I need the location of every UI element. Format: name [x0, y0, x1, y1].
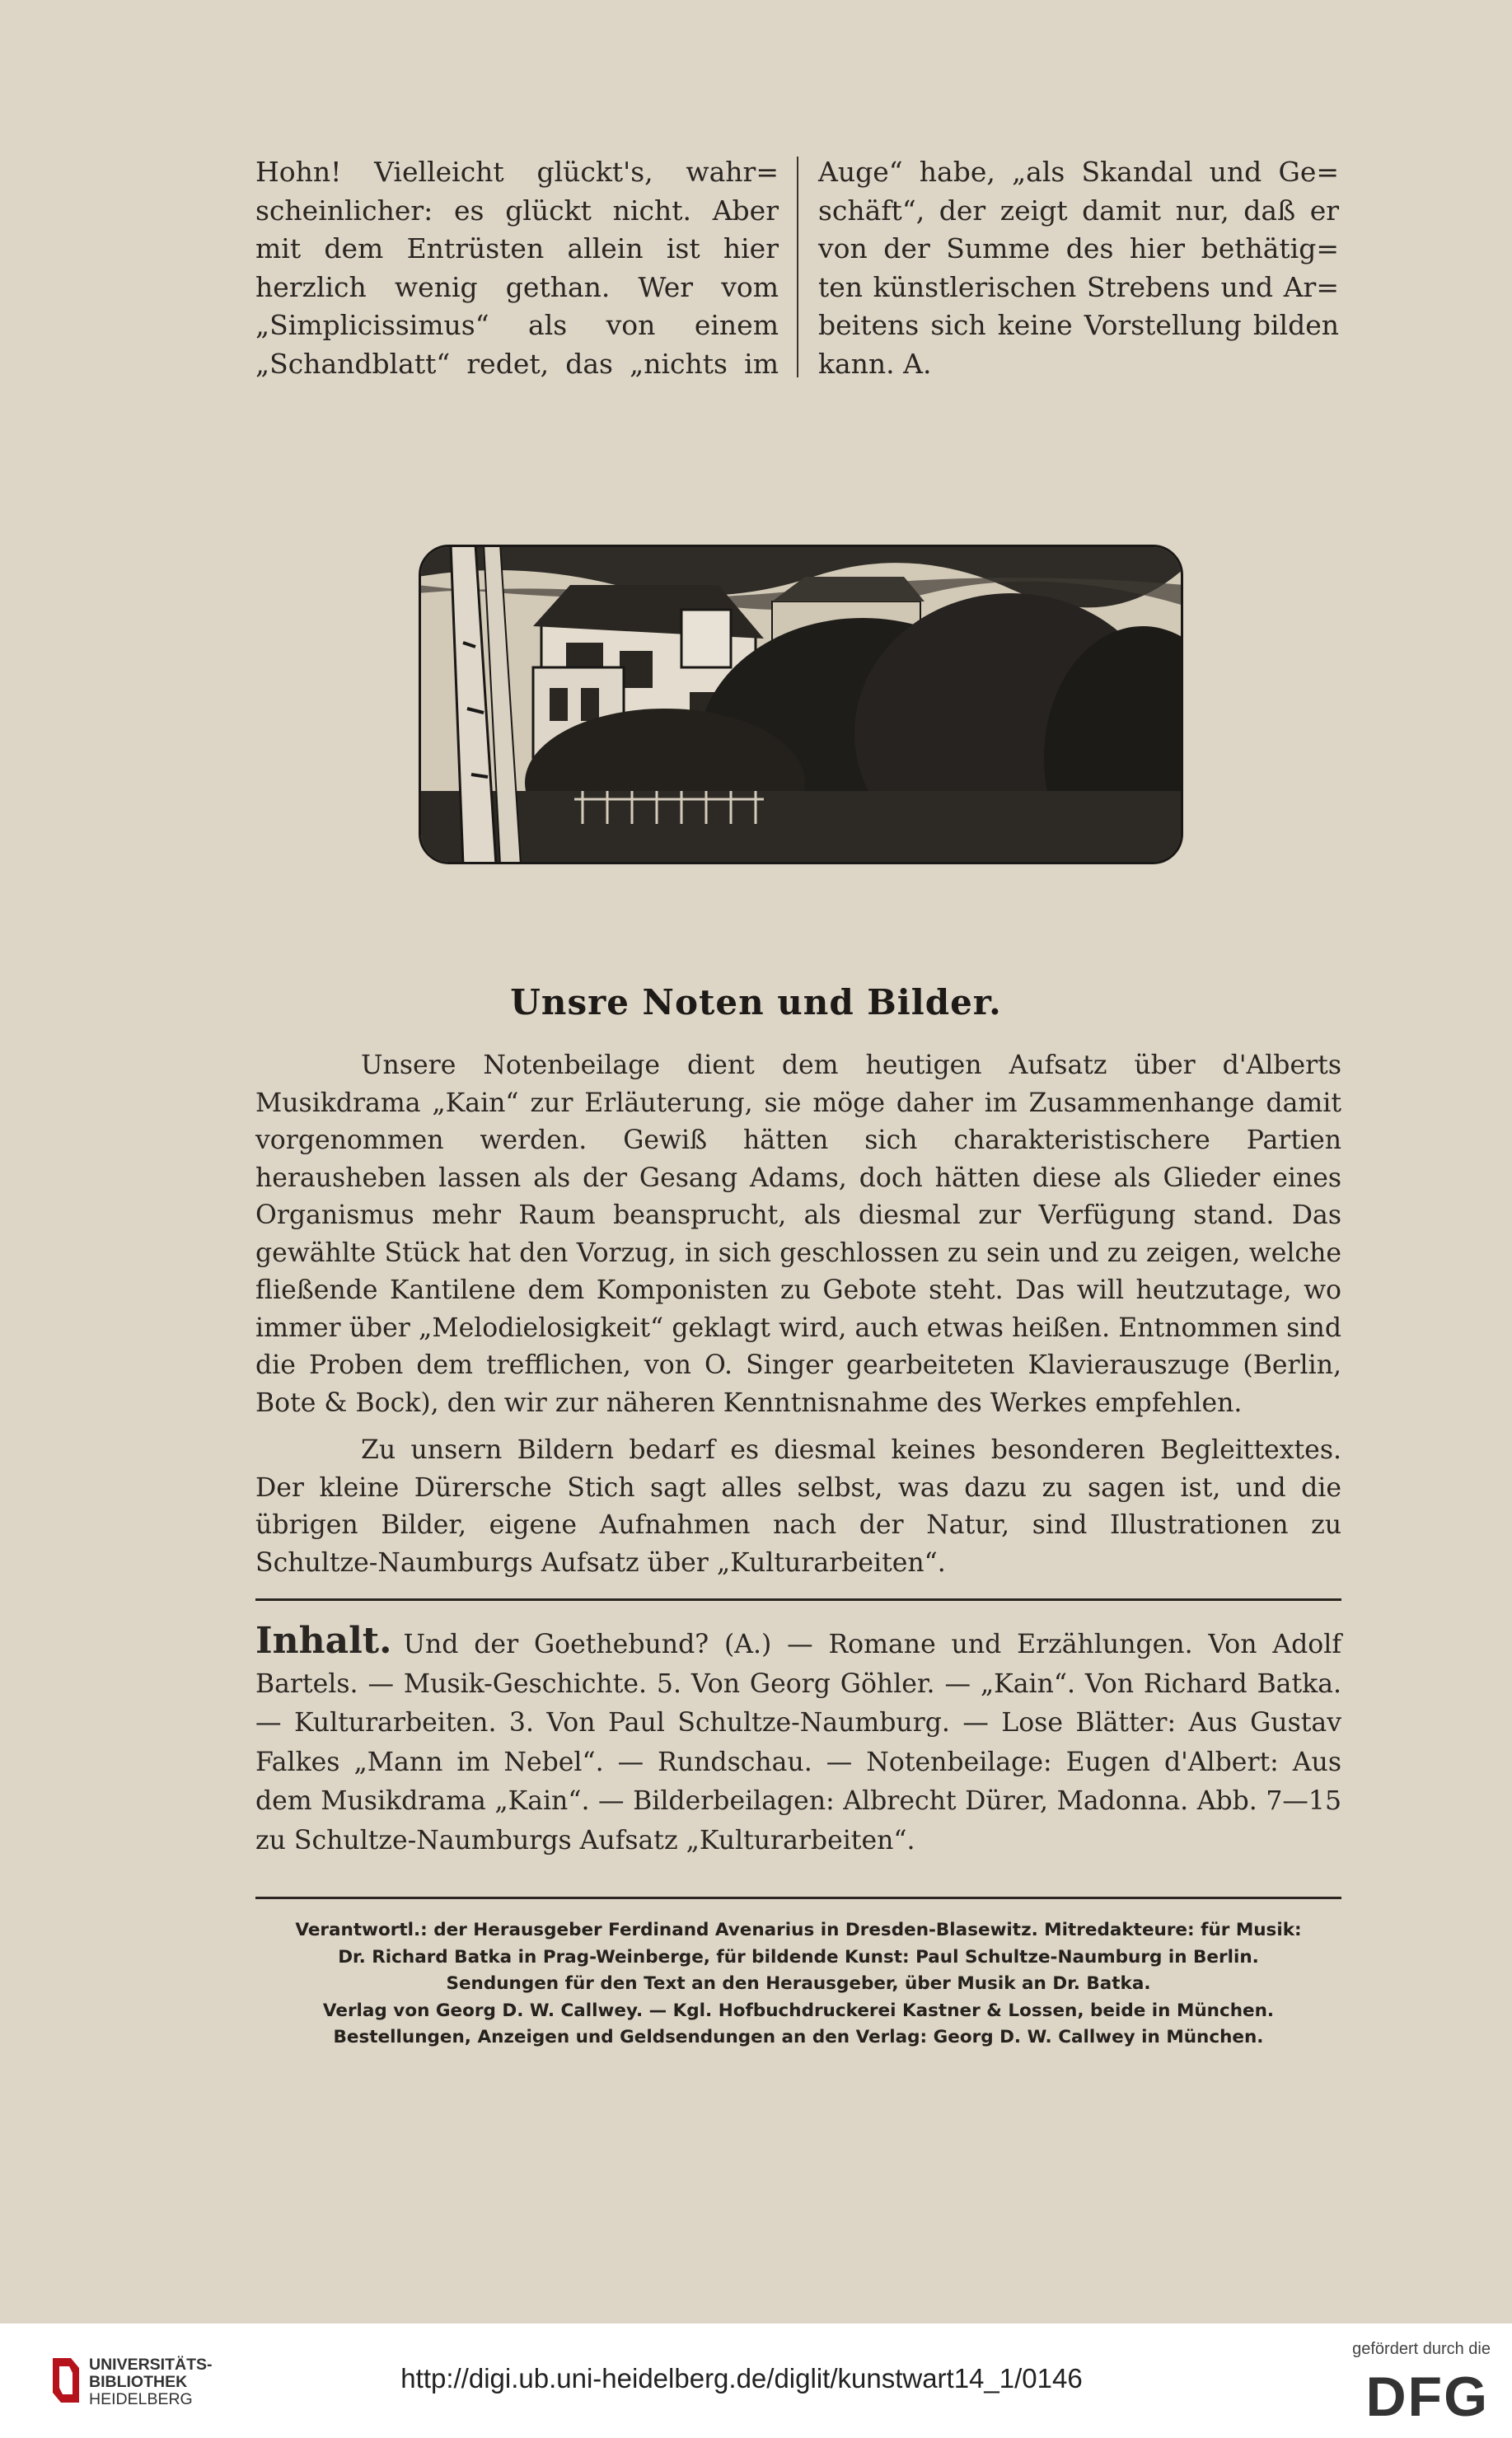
imprint-line-2: Dr. Richard Batka in Prag-Weinberge, für bildende Kunst: Paul Schultze-Naumburg in Berlin.	[338, 1946, 1259, 1968]
library-line-3: HEIDELBERG	[89, 2390, 193, 2408]
right-line-3: von der Summe des hier bethätig=	[818, 232, 1339, 264]
library-line-1: UNIVERSITÄTS-	[89, 2356, 213, 2374]
right-line-5: beitens sich keine Vorstellung bilden	[818, 309, 1339, 341]
left-line-6: „Schandblatt“ redet, das „nichts im	[255, 347, 779, 380]
left-line-1: Hohn! Vielleicht glückt's, wahr=	[255, 156, 779, 188]
university-seal-icon	[49, 2355, 82, 2406]
funding-caption: gefördert durch die	[1352, 2340, 1491, 2358]
right-line-2: schäft“, der zeigt damit nur, daß er	[818, 194, 1339, 227]
left-line-5: „Simplicissimus“ als von einem	[255, 309, 779, 341]
permalink-url[interactable]: http://digi.ub.uni-heidelberg.de/diglit/kunstwart14_1/0146	[400, 2363, 1083, 2394]
viewer-footer	[0, 2323, 1512, 2438]
section-body	[255, 1047, 1341, 1582]
left-line-4: herzlich wenig gethan. Wer vom	[255, 270, 779, 303]
library-line-2: BIBLIOTHEK	[89, 2373, 188, 2391]
contents-text: Und der Goethebund? (A.) — Romane und Erzählungen. Von Adolf Bartels. — Musik-Geschichte. 5. Von Georg Göhler. — „Kain“. Von Richard Batka. — Kulturarbeiten. 3. Von Paul Schultze-Naumburg. — Lose Blätter: Aus Gustav Falkes „Mann im Nebel“. — Rundschau. — Notenbeilage: Eugen d'Albert: Aus dem Musikdrama „Kain“. — Bilderbeilagen: Albrecht Dürer, Madonna. Abb. 7—15 zu Schultze-Naumburgs Aufsatz „Kulturarbeiten“.	[255, 1630, 1341, 1855]
right-line-1: Auge“ habe, „als Skandal und Ge=	[818, 156, 1339, 188]
imprint-block	[255, 1917, 1341, 2052]
column-divider	[797, 157, 798, 377]
left-line-3: mit dem Entrüsten allein ist hier	[255, 232, 779, 264]
contents-block	[255, 1621, 1341, 1860]
paragraph-pictures: Zu unsern Bildern bedarf es diesmal keines besonderen Begleittextes. Der kleine Dürersche Stich sagt alles selbst, was dazu zu sagen ist, und die übrigen Bilder, eigene Aufnahmen nach der Natur, sind Illustrationen zu Schultze-Naumburgs Aufsatz über „Kulturarbeiten“.	[255, 1435, 1341, 1578]
imprint-line-5: Bestellungen, Anzeigen und Geldsendungen an den Verlag: Georg D. W. Callwey in München.	[333, 2027, 1264, 2047]
library-name[interactable]	[89, 2356, 213, 2408]
paragraph-notes: Unsere Notenbeilage dient dem heutigen Aufsatz über d'Alberts Musikdrama „Kain“ zur Erläuterung, sie möge daher im Zusammenhange damit vorgenommen werden. Gewiß hätten sich charakteristischere Partien herausheben lassen als der Gesang Adams, doch hätten diese als Glieder eines Organismus mehr Raum beansprucht, als diesmal zur Verfügung stand. Das gewählte Stück hat den Vorzug, in sich geschlossen zu sein und zu zeigen, welche fließende Kantilene dem Komponisten zu Gebote steht. Das will heutzutage, wo immer über „Melodielosigkeit“ geklagt wird, auch etwas heißen. Entnommen sind die Proben dem trefflichen, von O. Singer gearbeiteten Klavierauszuge (Berlin, Bote & Bock), den wir zur näheren Kenntnisnahme des Werkes empfehlen.	[255, 1051, 1341, 1418]
right-column	[818, 153, 1339, 383]
imprint-line-4: Verlag von Georg D. W. Callwey. — Kgl. Hofbuchdruckerei Kastner & Lossen, beide in München.	[322, 2000, 1275, 2021]
right-line-4: ten künstlerischen Strebens und Ar=	[818, 270, 1339, 303]
contents-label: Inhalt.	[255, 1620, 392, 1662]
left-column	[255, 153, 779, 383]
imprint-line-3: Sendungen für den Text an den Herausgeber, über Musik an Dr. Batka.	[446, 1973, 1151, 1994]
rule-top	[255, 1598, 1341, 1601]
dfg-logo[interactable]: DFG	[1365, 2365, 1489, 2428]
section-heading: Unsre Noten und Bilder.	[510, 982, 1002, 1022]
right-line-6: kann. A.	[818, 347, 932, 380]
imprint-line-1: Verantwortl.: der Herausgeber Ferdinand Avenarius in Dresden-Blasewitz. Mitredakteure: für Musik:	[295, 1920, 1302, 1940]
left-line-2: scheinlicher: es glückt nicht. Aber	[255, 194, 779, 227]
rule-middle	[255, 1897, 1341, 1899]
house-illustration	[418, 544, 1184, 865]
